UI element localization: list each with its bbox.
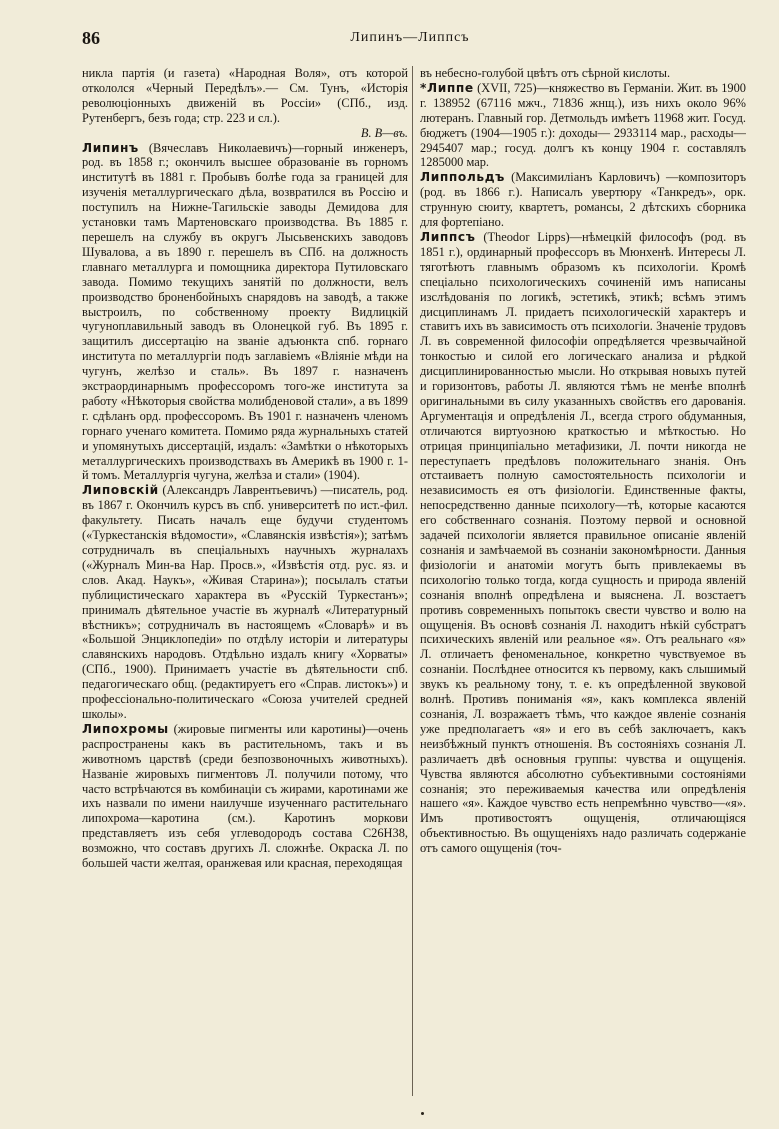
entry-body: (Максимиліанъ Карловичъ) —композиторъ (род. въ 1866 г.). Написалъ увертюру «Танкредъ», орк. струнную сюиту, квартетъ, романсы, 2 дѣтскихъ сборника для фортепіано. (420, 170, 746, 230)
continued-paragraph (420, 66, 746, 81)
entry-lipin (82, 141, 408, 484)
continued-text: никла партія (и газета) «Народная Воля», отъ которой откололся «Черный Передѣлъ».— См. Тунъ, «Исторія революціонныхъ движеній въ Россіи» (СПб., изд. Рутенбергъ, безъ года; стр. 223 и сл.). (82, 66, 408, 125)
entry-headword: Липпольдъ (420, 170, 505, 185)
entry-headword: Липохромы (82, 721, 169, 736)
entry-lipps (420, 230, 746, 856)
right-column (420, 66, 746, 1106)
entry-body: (Александръ Лаврентьевичъ) —писатель, род. въ 1867 г. Окончилъ курсъ въ спб. университетѣ по ист.-фил. факультету. Писать началъ еще будучи студентомъ («Туркестанскія вѣдомости», «Славянскія извѣстія»); затѣмъ сотрудничалъ въ спеціальныхъ научныхъ журналахъ («Журналъ Мин-ва Нар. Просв.», «Извѣстія отд. рус. яз. и слов. Акад. Наукъ», «Живая Старина»); посылалъ статьи публицистическаго характера въ «Русскій Туркестанъ»; принималъ дѣятельное участіе въ журналѣ «Литературный вѣстникъ»; сотрудничалъ въ настоящемъ «Словарѣ» и въ «Большой Энциклопедіи» по отдѣлу исторіи и литературы славянскихъ народовъ. Отдѣльно издалъ книгу «Хорваты» (СПб., 1900). Принимаетъ участіе въ дѣятельности спб. педагогическаго общ. (редактируетъ его «Справ. листокъ») и профессіонально-политическаго «Союза учителей средней школы». (82, 483, 408, 721)
entry-body: (XVII, 725)—княжество въ Германіи. Жит. въ 1900 г. 138952 (67116 мжч., 71836 жнщ.), изъ нихъ около 96% лютеранъ. Главный гор. Детмольдъ имѣетъ 11968 жит. Госуд. бюджетъ (1904—1905 г.): доходы— 2933114 мар., расходы—2945407 мар.; госуд. долгъ къ концу 1904 г. составлялъ 1285000 мар. (420, 80, 746, 170)
continued-paragraph (82, 66, 408, 141)
page-number: 86 (82, 28, 100, 48)
entry-lipovsky (82, 483, 408, 722)
entry-headword: *Липпе (420, 80, 474, 95)
author-signature: В. В—въ. (360, 125, 408, 140)
entry-lippe (420, 81, 746, 170)
entry-body: (Вячеславъ Николаевичъ)—горный инженеръ, род. въ 1858 г.; окончилъ высшее образованіе въ горномъ институтѣ въ 1881 г. Пробывъ болѣе года за границей для изученія металлургическаго дѣла, возвратился въ Россію и поступилъ на Нижне-Тагильскіе заводы Демидова для установки тамъ Мартеновскаго производства. Въ 1885 г. перешелъ на службу въ округъ Лысьвенскихъ заводовъ Шувалова, а въ 1890 г. перешелъ въ СПб. на должность главнаго металлурга и помощника директора Путиловскаго завода. Помимо текущихъ занятій по должности, велъ производство броненбойныхъ снарядовъ на заводѣ, а также выстроилъ, по собственному проекту Видлицкій чугуноплавильный заводъ въ Олонецкой губ. Въ 1895 г. защитилъ диссертацію на званіе адъюнкта спб. горнаго института по металлургіи подъ заглавіемъ «Вліяніе мѣди на чугунъ, желѣзо и сталь». Въ 1897 г. назначенъ экстраординарнымъ профессоромъ того-же института за работу «Нѣкоторыя свойства молибденовой стали», а въ 1899 г. сдѣланъ орд. профессоромъ. Въ 1901 г. назначенъ членомъ горнаго ученаго комитета. Помимо ряда журнальныхъ статей и упомянутыхъ диссертацій, издалъ: «Замѣтки о нѣкоторыхъ металлургическихъ производствахъ въ Америкѣ въ 1900 г. 1-й томъ. Металлургія чугуна, желѣза и стали» (1904). (82, 140, 408, 483)
entry-headword: Липинъ (82, 140, 139, 155)
entry-headword: Липовскій (82, 483, 159, 498)
column-divider (412, 66, 413, 1096)
entry-lippold (420, 170, 746, 230)
entry-lipochromes (82, 722, 408, 871)
print-mark (421, 1112, 424, 1115)
entry-headword: Липпсъ (420, 229, 476, 244)
text-columns (74, 66, 746, 1106)
page (74, 28, 746, 1113)
left-column (82, 66, 408, 1106)
running-title: Липинъ—Липпсъ (350, 30, 470, 45)
continued-text: въ небесно-голубой цвѣтъ отъ сѣрной кислоты. (420, 66, 671, 80)
page-header (74, 28, 746, 52)
entry-body: (жировые пигменты или каротины)—очень распространены какъ въ растительномъ, такъ и въ животномъ царствѣ (среди безпозвоночныхъ животныхъ). Названіе жировыхъ пигментовъ Л. получили потому, что часто встрѣчаются въ комбинаціи съ жирами, каротинами же ихъ назвали по имени наилучше изученнаго растительнаго липохрома—каротина (см.). Каротинъ моркови представляетъ изъ себя углеводородъ состава C26H38, возможно, что составъ другихъ Л. сложнѣе. Окраска Л. по большей части желтая, оранжевая или красная, переходящая (82, 721, 408, 871)
entry-body: (Theodor Lipps)—нѣмецкій философъ (род. въ 1851 г.), ординарный профессоръ въ Мюнхенѣ. Интересы Л. тяготѣютъ главнымъ образомъ къ психологіи. Кромѣ спеціально психологическихъ сочиненій имъ написаны изслѣдованія по логикѣ, эстетикѣ, этикѣ; всѣмъ этимъ дисциплинамъ Л. придаетъ психологическій характеръ и ставитъ ихъ въ зависимость отъ психологіи. Значеніе трудовъ Л. въ современной философіи опредѣляется чрезвычайной тонкостью и силой его логическаго анализа и рѣдкой дисциплинированностью мысли. Но открывая новыхъ путей и горизонтовъ, работы Л. являются тѣмъ не менѣе вполнѣ оригинальными въ силу указанныхъ свойствъ его дарованія. Аргументація и опредѣленія Л., всегда строго обдуманныя, отличаются виртуозною краткостью и мѣткостью. Но отрицая принципіально метафизики, Л. почти никогда не переступаетъ предѣловъ положительнаго знанія. Онъ отстаиваетъ полную самостоятельность психологіи и независимость ея отъ физіологіи. Единственные факты, непосредственно данные психологу—тѣ, которые касаются его собственнаго сознанія. Поэтому первой и основной задачей психологіи является правильное описаніе явленій сознанія и замѣчаемой въ сознаніи закономѣрности. Данныя физіологіи и анатоміи могутъ быть привлекаемы въ психологію только тогда, когда сущность и природа явленій сознанія вполнѣ опредѣлена и выяснена. Л. возстаетъ противъ современныхъ попытокъ свести чувство и волю на ощущенія. Въ основѣ сознанія Л. находитъ нѣкій субстратъ психическихъ явленій или реальное «я». Отъ реальнаго «я» Л. отличаетъ феноменальное, конкретно чувствуемое въ сознаніи. Послѣднее относится къ первому, какъ слышимый звукъ къ реальному тону, т. е. къ опредѣленной звуковой волнѣ. Противъ пониманія «я», какъ комплекса явленій сознанія, Л. возражаетъ тѣмъ, что каждое явленіе сознанія уже предполагаетъ «я» и его въ себѣ заключаетъ, какъ неизбѣжный пунктъ отношенія. Въ состояніяхъ сознанія Л. различаетъ двѣ основныя группы: чувства и ощущенія. Чувства являются абсолютно субъективными состояніями сознанія; это переживаемыя качества или опредѣленія нашего «я». Каждое чувство есть непремѣнно чувство—«я». Имъ противостоятъ ощущенія, отличающіяся объективностью. Въ ощущеніяхъ надо различать содержаніе отъ самого ощущенія (точ- (420, 229, 746, 856)
